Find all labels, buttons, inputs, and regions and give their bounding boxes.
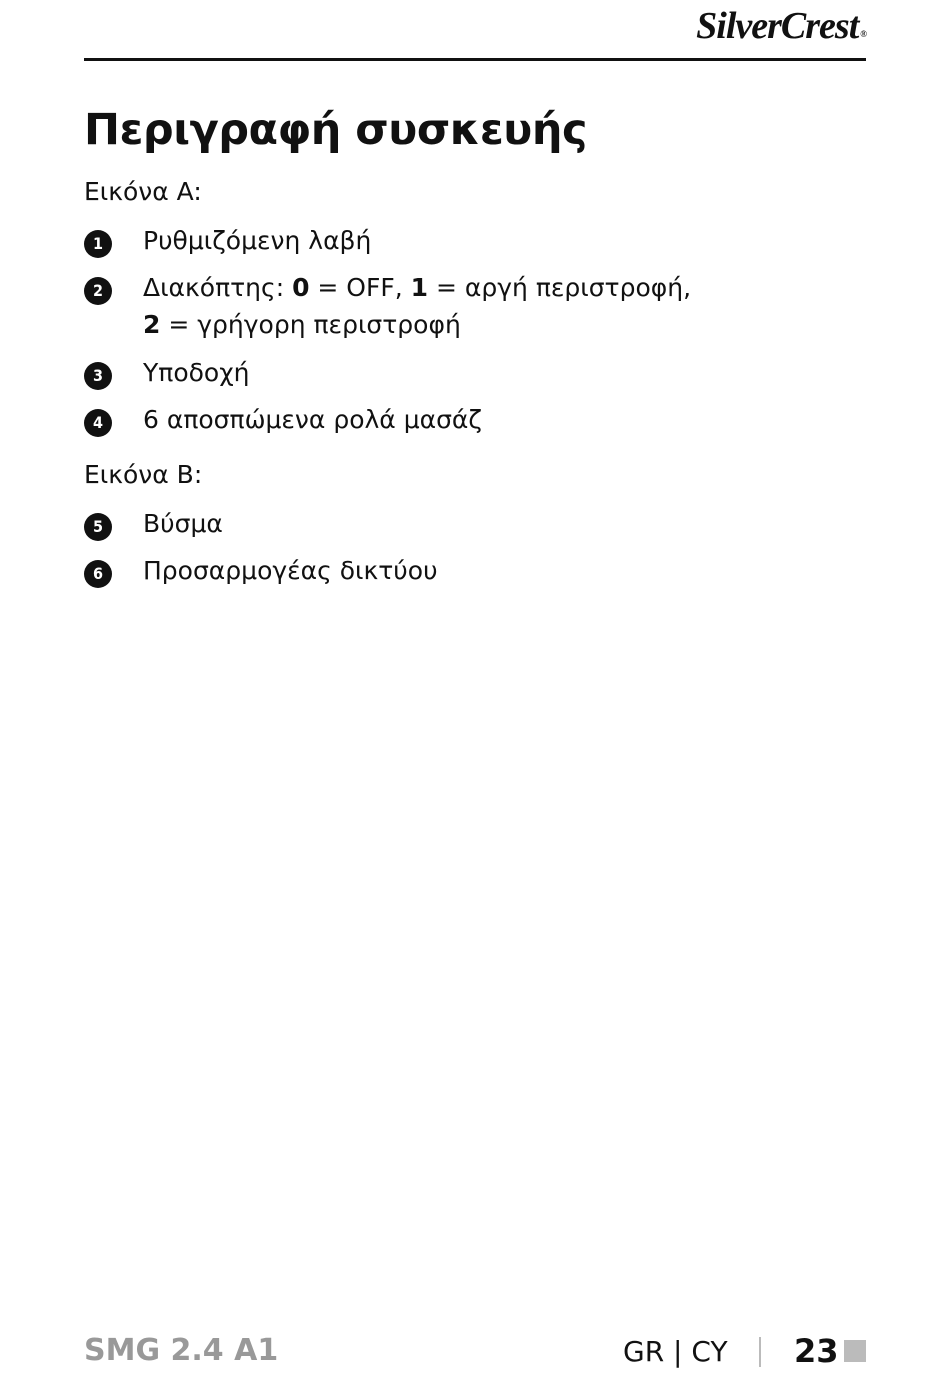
switch-fast-text: = γρήγορη περιστροφή (160, 310, 461, 339)
switch-value-2: 2 (143, 310, 161, 339)
item-number-badge: 1 (84, 230, 112, 258)
item-number-badge: 5 (84, 513, 112, 541)
figure-b-label: Εικόνα B: (84, 460, 203, 489)
item-number-badge: 2 (84, 277, 112, 305)
switch-value-0: 0 (292, 273, 310, 302)
page-title: Περιγραφή συσκευής (84, 105, 587, 155)
item-text: Προσαρμογέας δικτύου (143, 556, 438, 585)
item-text: Βύσμα (143, 509, 223, 538)
footer-languages: GR | CY (623, 1335, 728, 1368)
item-text: 6 αποσπώμενα ρολά μασάζ (143, 405, 483, 434)
switch-value-1: 1 (410, 273, 429, 302)
item-text: Υποδοχή (143, 358, 250, 387)
switch-slow-text: = αργή περιστροφή, (428, 273, 692, 302)
footer-marker-square (844, 1340, 866, 1362)
registered-mark: ® (860, 29, 866, 39)
footer-page-number: 23 (794, 1332, 839, 1370)
footer-separator (759, 1337, 761, 1367)
header-rule (84, 58, 866, 61)
footer-model: SMG 2.4 A1 (84, 1333, 279, 1368)
brand-logo (696, 6, 866, 46)
brand-name: SilverCrest (696, 5, 859, 47)
item-number-badge: 4 (84, 409, 112, 437)
item-text-line-1 (143, 269, 691, 307)
figure-a-label: Εικόνα A: (84, 177, 202, 206)
item-number-badge: 3 (84, 362, 112, 390)
switch-off-text: = OFF, (309, 273, 411, 302)
switch-label: Διακόπτης: (143, 273, 293, 302)
item-number-badge: 6 (84, 560, 112, 588)
item-text-line-2 (143, 306, 461, 344)
item-text: Ρυθμιζόμενη λαβή (143, 226, 372, 255)
